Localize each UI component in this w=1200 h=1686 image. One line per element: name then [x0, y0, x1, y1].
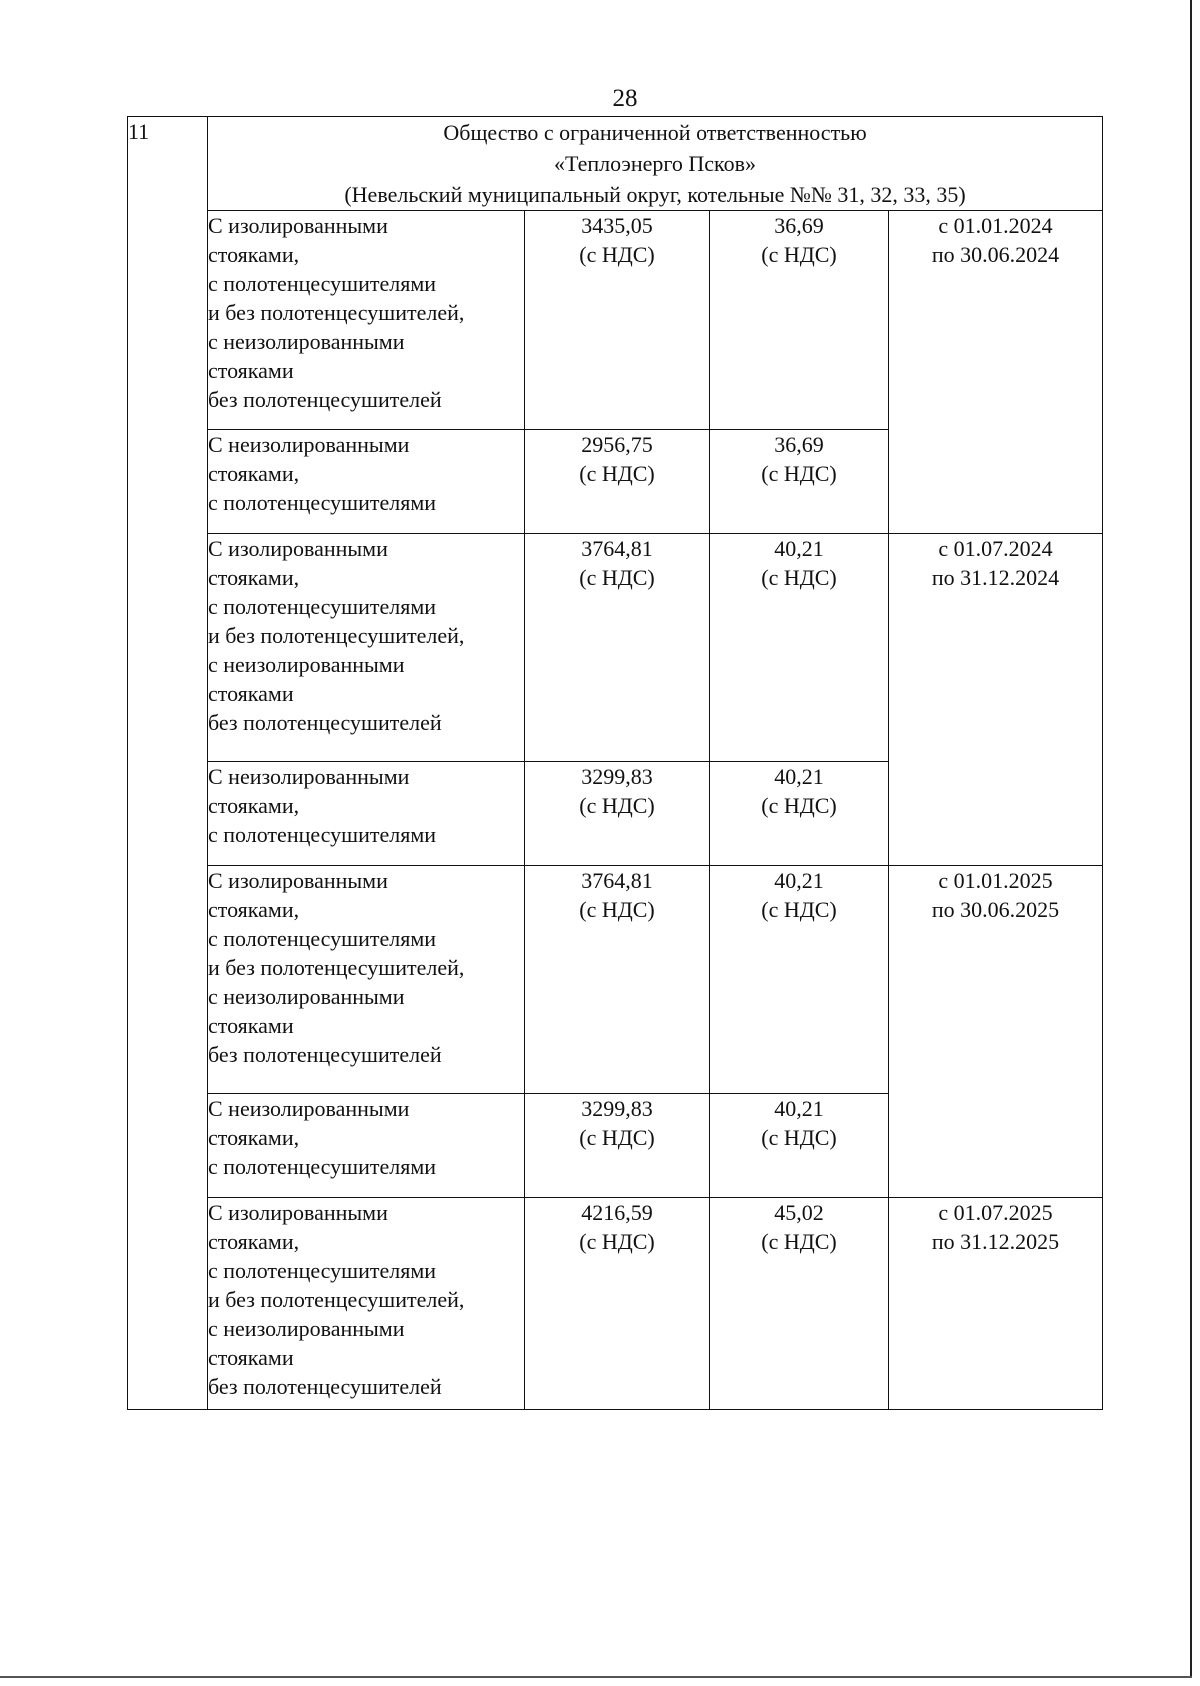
- riser-description: С неизолированными стояками, с полотенцесушителями: [208, 1094, 525, 1198]
- table-row: [128, 866, 1103, 1094]
- tariff-value-1: 3764,81 (с НДС): [525, 866, 710, 1094]
- riser-description: С неизолированными стояками, с полотенцесушителями: [208, 430, 525, 534]
- page-edge-bottom: [0, 1676, 1192, 1678]
- organization-line-2: «Теплоэнерго Псков»: [554, 151, 756, 176]
- validity-period: с 01.01.2025 по 30.06.2025: [889, 866, 1103, 1198]
- tariff-value-2: 40,21 (с НДС): [710, 534, 889, 762]
- validity-period: с 01.07.2025 по 31.12.2025: [889, 1198, 1103, 1410]
- organization-header: [208, 117, 1103, 211]
- riser-description: С изолированными стояками, с полотенцесушителями и без полотенцесушителей, с неизолированными стояками без полотенцесушителей: [208, 866, 525, 1094]
- row-number-cell: [128, 117, 208, 1410]
- tariff-value-2: 40,21 (с НДС): [710, 866, 889, 1094]
- tariff-value-1: 3435,05 (с НДС): [525, 211, 710, 430]
- page-number: 28: [612, 85, 638, 112]
- riser-description: С изолированными стояками, с полотенцесушителями и без полотенцесушителей, с неизолированными стояками без полотенцесушителей: [208, 211, 525, 430]
- tariff-value-2: 40,21 (с НДС): [710, 1094, 889, 1198]
- validity-period: с 01.01.2024 по 30.06.2024: [889, 211, 1103, 534]
- tariff-value-2: 45,02 (с НДС): [710, 1198, 889, 1410]
- tariff-value-2: 36,69 (с НДС): [710, 430, 889, 534]
- tariff-value-1: 2956,75 (с НДС): [525, 430, 710, 534]
- table-row: [128, 211, 1103, 430]
- tariff-value-1: 3299,83 (с НДС): [525, 1094, 710, 1198]
- tariff-table: [127, 116, 1103, 1410]
- organization-line-3: (Невельский муниципальный округ, котельные №№ 31, 32, 33, 35): [344, 182, 966, 207]
- row-number: 11: [128, 119, 150, 144]
- validity-period: с 01.07.2024 по 31.12.2024: [889, 534, 1103, 866]
- riser-description: С изолированными стояками, с полотенцесушителями и без полотенцесушителей, с неизолированными стояками без полотенцесушителей: [208, 1198, 525, 1410]
- table-row: [128, 534, 1103, 762]
- tariff-value-2: 40,21 (с НДС): [710, 762, 889, 866]
- page-edge-right: [1190, 0, 1192, 1676]
- table-row: [128, 1198, 1103, 1410]
- tariff-value-1: 3764,81 (с НДС): [525, 534, 710, 762]
- riser-description: С изолированными стояками, с полотенцесушителями и без полотенцесушителей, с неизолированными стояками без полотенцесушителей: [208, 534, 525, 762]
- tariff-value-2: 36,69 (с НДС): [710, 211, 889, 430]
- tariff-value-1: 4216,59 (с НДС): [525, 1198, 710, 1410]
- organization-line-1: Общество с ограниченной ответственностью: [443, 120, 867, 145]
- riser-description: С неизолированными стояками, с полотенцесушителями: [208, 762, 525, 866]
- tariff-value-1: 3299,83 (с НДС): [525, 762, 710, 866]
